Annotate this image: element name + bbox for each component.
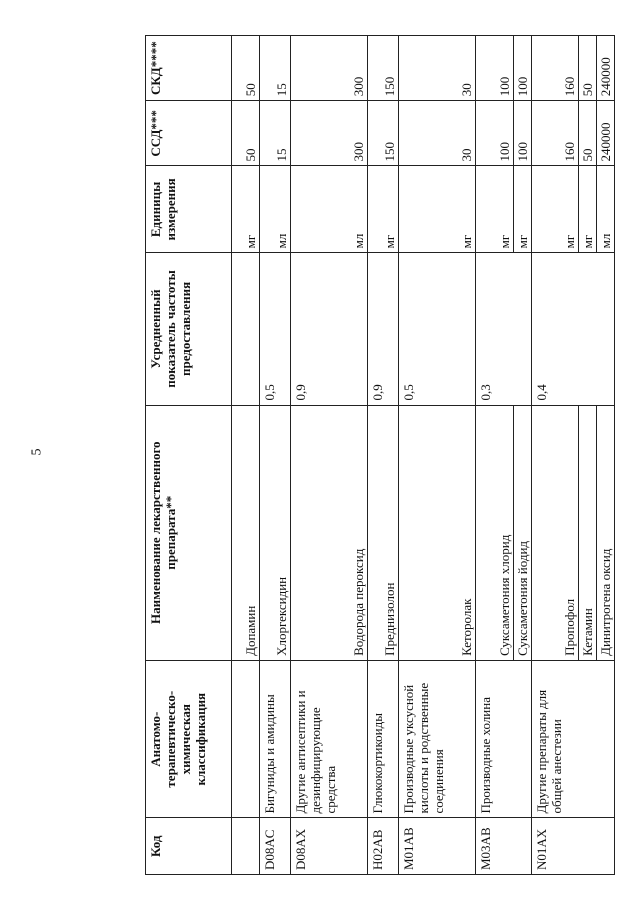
drug-table-rotated: [145, 35, 615, 875]
skd-cell-line: 50: [578, 36, 596, 100]
ssd-cell: [475, 101, 531, 166]
unit-cell-line: мг: [458, 234, 474, 249]
ssd-cell-line: 100: [496, 141, 512, 162]
unit-cell: [475, 166, 531, 253]
header-code: Код: [146, 818, 232, 875]
atc-cell: Другие антисептики и дезинфицирующие средства: [290, 660, 367, 818]
ssd-cell: [290, 101, 367, 166]
atc-cell: [232, 660, 260, 818]
skd-cell-line: 300: [350, 76, 366, 97]
unit-cell-line: мг: [578, 166, 596, 252]
header-drug: Наименование лекарственного препарата**: [146, 405, 232, 660]
atc-cell: Бигуниды и амидины: [259, 660, 290, 818]
atc-cell: Глюкокортикоиды: [367, 660, 398, 818]
ssd-cell: [531, 101, 614, 166]
drug-cell: [232, 405, 260, 660]
page-number: 5: [29, 448, 45, 456]
skd-cell: [259, 36, 290, 101]
header-unit: Единицы измерения: [146, 166, 232, 253]
unit-cell-line: мл: [273, 233, 289, 249]
skd-cell-line: 100: [496, 76, 512, 97]
ssd-cell: [232, 101, 260, 166]
table-row: [290, 36, 367, 875]
ssd-cell: [367, 101, 398, 166]
code-cell: D08AX: [290, 818, 367, 875]
table-body: [232, 36, 615, 875]
skd-cell: [232, 36, 260, 101]
table-row: [475, 36, 531, 875]
skd-cell-line: 100: [513, 36, 531, 100]
ssd-cell-line: 30: [458, 148, 474, 162]
drug-cell: [475, 405, 531, 660]
unit-cell: [531, 166, 614, 253]
drug-cell: [531, 405, 614, 660]
atc-cell: Производные уксусной кислоты и родственные соединения: [398, 660, 475, 818]
frequency-cell: 0,9: [290, 253, 367, 405]
frequency-cell: 0,4: [531, 253, 614, 405]
header-atc: Анатомо-терапевтическо-химическая классификация: [146, 660, 232, 818]
code-cell: M01AB: [398, 818, 475, 875]
skd-cell: [398, 36, 475, 101]
code-cell: M03AB: [475, 818, 531, 875]
frequency-cell: 0,5: [259, 253, 290, 405]
skd-cell-line: 160: [562, 76, 577, 97]
unit-cell: [290, 166, 367, 253]
ssd-cell-line: 50: [242, 148, 258, 162]
skd-cell-line: 50: [242, 83, 258, 97]
ssd-cell-line: 150: [381, 141, 397, 162]
unit-cell-line: мл: [350, 233, 366, 249]
ssd-cell-line: 300: [350, 141, 366, 162]
skd-cell-line: 150: [381, 76, 397, 97]
code-cell: N01AX: [531, 818, 614, 875]
unit-cell-line: мг: [242, 234, 258, 249]
skd-cell-line: 15: [273, 83, 289, 97]
ssd-cell-line: 240000: [596, 101, 614, 165]
skd-cell: [475, 36, 531, 101]
unit-cell: [367, 166, 398, 253]
drug-cell-line: Динитрогена оксид: [596, 406, 614, 660]
unit-cell-line: мг: [513, 166, 531, 252]
frequency-cell: 0,3: [475, 253, 531, 405]
skd-cell: [367, 36, 398, 101]
drug-cell-line: Суксаметония йодид: [513, 406, 531, 660]
drug-cell: [290, 405, 367, 660]
atc-cell: Другие препараты для общей анестезии: [531, 660, 614, 818]
header-skd: СКД****: [146, 36, 232, 101]
table-row: [398, 36, 475, 875]
table-row: [367, 36, 398, 875]
skd-cell-line: 240000: [596, 36, 614, 100]
unit-cell-line: мг: [496, 234, 512, 249]
drug-cell-line: Кетамин: [578, 406, 596, 660]
atc-cell: Производные холина: [475, 660, 531, 818]
drug-cell-line: Водорода пероксид: [350, 548, 366, 656]
skd-cell: [531, 36, 614, 101]
code-cell: [232, 818, 260, 875]
ssd-cell-line: 100: [513, 101, 531, 165]
drug-cell: [367, 405, 398, 660]
header-ssd: ССД***: [146, 101, 232, 166]
skd-cell-line: 30: [458, 83, 474, 97]
unit-cell-line: мл: [596, 166, 614, 252]
drug-cell-line: Кеторолак: [458, 598, 474, 656]
drug-cell-line: Суксаметония хлорид: [496, 534, 512, 656]
unit-cell: [259, 166, 290, 253]
ssd-cell: [259, 101, 290, 166]
table-row: [232, 36, 260, 875]
skd-cell: [290, 36, 367, 101]
drug-cell-line: Преднизолон: [381, 582, 397, 656]
table-row: [259, 36, 290, 875]
drug-cell: [259, 405, 290, 660]
drug-table: [145, 35, 615, 875]
frequency-cell: 0,5: [398, 253, 475, 405]
ssd-cell-line: 15: [273, 148, 289, 162]
frequency-cell: 0,9: [367, 253, 398, 405]
drug-cell-line: Хлоргексидин: [273, 576, 289, 656]
unit-cell-line: мг: [562, 234, 577, 249]
unit-cell-line: мг: [381, 234, 397, 249]
unit-cell: [398, 166, 475, 253]
ssd-cell: [398, 101, 475, 166]
table-row: [531, 36, 614, 875]
ssd-cell-line: 50: [578, 101, 596, 165]
code-cell: H02AB: [367, 818, 398, 875]
code-cell: D08AC: [259, 818, 290, 875]
drug-cell: [398, 405, 475, 660]
drug-cell-line: Допамин: [242, 605, 258, 656]
frequency-cell: [232, 253, 260, 405]
unit-cell: [232, 166, 260, 253]
drug-cell-line: Пропофол: [562, 598, 577, 656]
ssd-cell-line: 160: [562, 141, 577, 162]
header-frequency: Усредненный показатель частоты предоставления: [146, 253, 232, 405]
